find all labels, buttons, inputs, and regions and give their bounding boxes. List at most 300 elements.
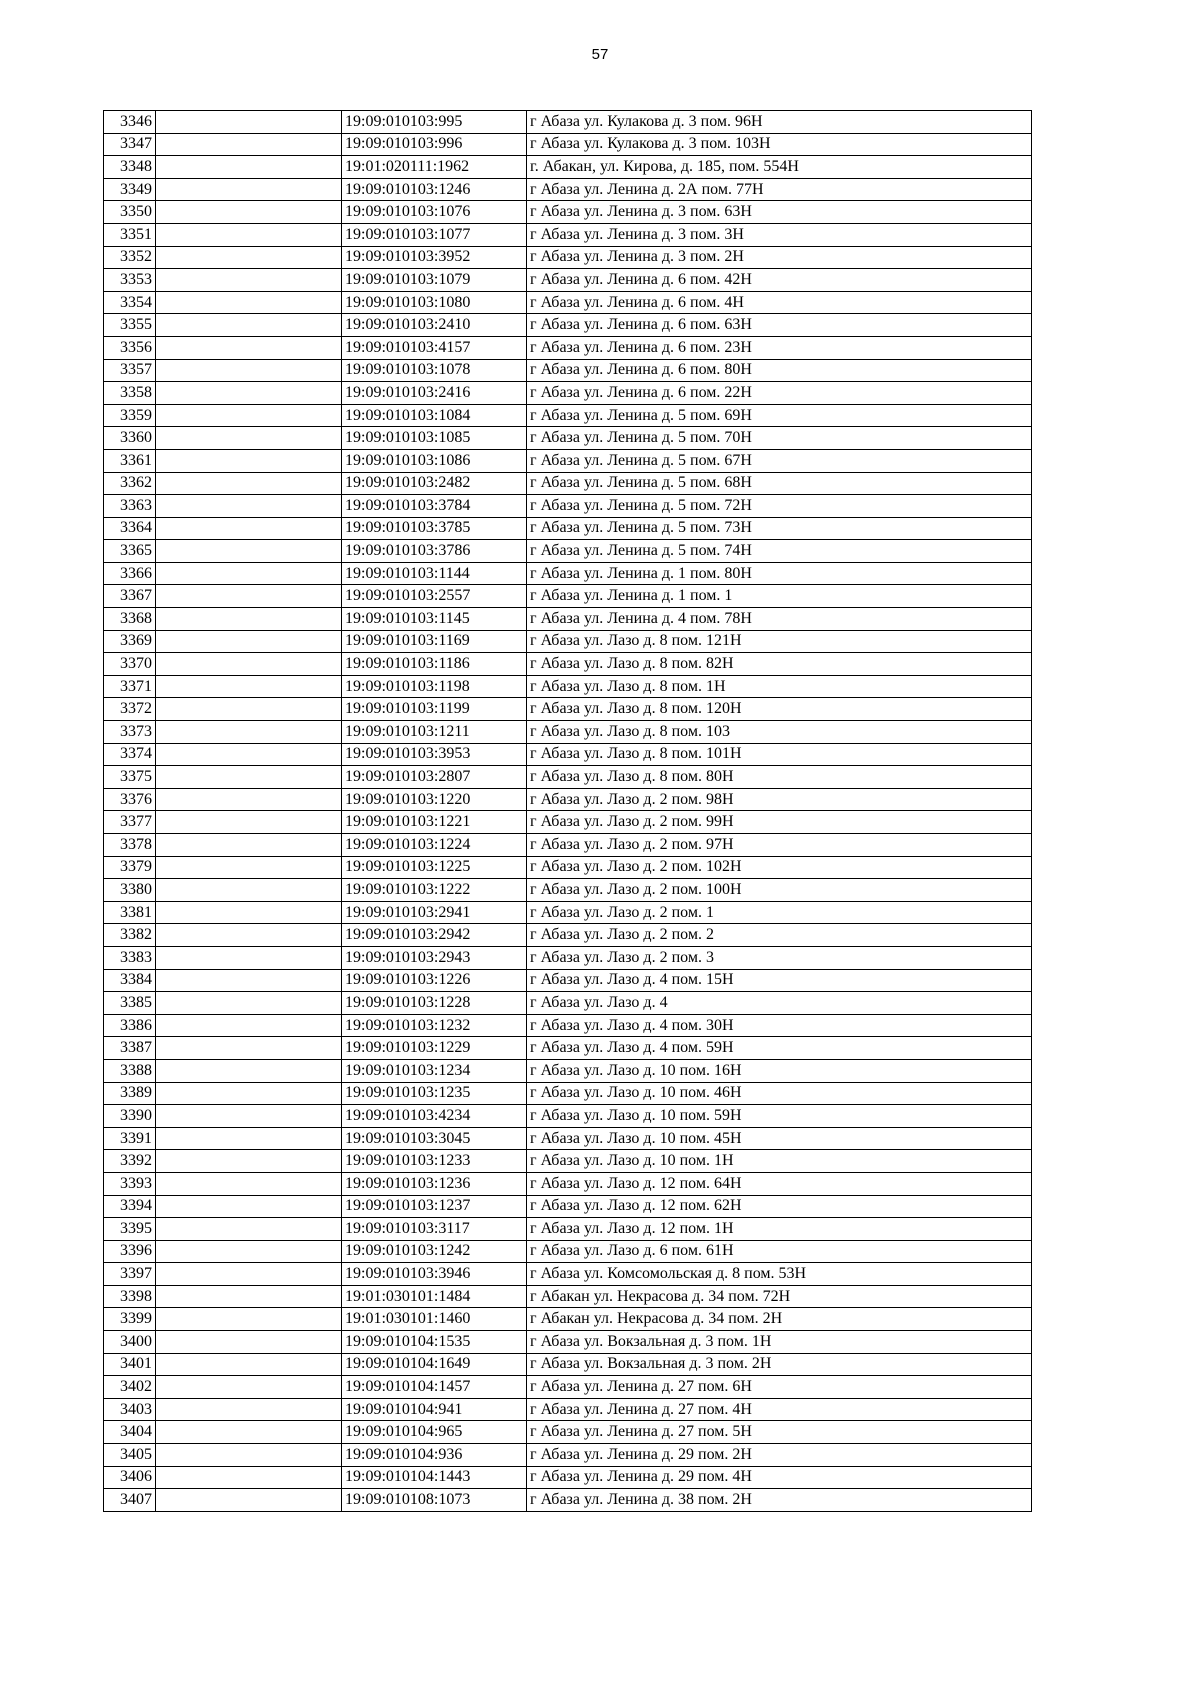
row-number-cell: 3382	[104, 924, 156, 947]
blank-cell	[156, 1421, 342, 1444]
cadastral-number-cell: 19:01:030101:1460	[342, 1308, 527, 1331]
address-cell: г Абаза ул. Ленина д. 6 пом. 23Н	[527, 336, 1032, 359]
cadastral-number-cell: 19:09:010103:1224	[342, 834, 527, 857]
address-cell: г Абаза ул. Ленина д. 5 пом. 70Н	[527, 427, 1032, 450]
address-cell: г Абаза ул. Лазо д. 8 пом. 103	[527, 721, 1032, 744]
address-cell: г Абаза ул. Ленина д. 1 пом. 1	[527, 585, 1032, 608]
table-row	[104, 1172, 1032, 1195]
row-number-cell: 3391	[104, 1127, 156, 1150]
blank-cell	[156, 156, 342, 179]
row-number-cell: 3355	[104, 314, 156, 337]
property-registry-table	[103, 110, 1032, 1512]
table-row	[104, 540, 1032, 563]
row-number-cell: 3351	[104, 223, 156, 246]
cadastral-number-cell: 19:09:010104:941	[342, 1398, 527, 1421]
row-number-cell: 3398	[104, 1285, 156, 1308]
cadastral-number-cell: 19:09:010103:1237	[342, 1195, 527, 1218]
table-row	[104, 743, 1032, 766]
blank-cell	[156, 856, 342, 879]
table-row	[104, 901, 1032, 924]
blank-cell	[156, 608, 342, 631]
blank-cell	[156, 766, 342, 789]
table-row	[104, 336, 1032, 359]
row-number-cell: 3361	[104, 449, 156, 472]
cadastral-number-cell: 19:09:010103:1236	[342, 1172, 527, 1195]
table-row	[104, 766, 1032, 789]
table-row	[104, 269, 1032, 292]
row-number-cell: 3376	[104, 788, 156, 811]
row-number-cell: 3403	[104, 1398, 156, 1421]
blank-cell	[156, 540, 342, 563]
table-row	[104, 1014, 1032, 1037]
address-cell: г Абаза ул. Лазо д. 12 пом. 64Н	[527, 1172, 1032, 1195]
row-number-cell: 3371	[104, 675, 156, 698]
table-row	[104, 630, 1032, 653]
address-cell: г Абаза ул. Ленина д. 5 пом. 68Н	[527, 472, 1032, 495]
table-row	[104, 1127, 1032, 1150]
table-row	[104, 1398, 1032, 1421]
address-cell: г Абаза ул. Лазо д. 4	[527, 992, 1032, 1015]
address-cell: г Абаза ул. Комсомольская д. 8 пом. 53Н	[527, 1263, 1032, 1286]
blank-cell	[156, 1353, 342, 1376]
cadastral-number-cell: 19:09:010103:1077	[342, 223, 527, 246]
cadastral-number-cell: 19:09:010103:2482	[342, 472, 527, 495]
row-number-cell: 3388	[104, 1059, 156, 1082]
address-cell: г Абаза ул. Лазо д. 8 пом. 121Н	[527, 630, 1032, 653]
cadastral-number-cell: 19:09:010103:1198	[342, 675, 527, 698]
cadastral-number-cell: 19:09:010103:1220	[342, 788, 527, 811]
blank-cell	[156, 382, 342, 405]
blank-cell	[156, 721, 342, 744]
cadastral-number-cell: 19:09:010103:3946	[342, 1263, 527, 1286]
blank-cell	[156, 585, 342, 608]
row-number-cell: 3395	[104, 1218, 156, 1241]
table-row	[104, 1466, 1032, 1489]
row-number-cell: 3405	[104, 1444, 156, 1467]
cadastral-number-cell: 19:09:010104:1535	[342, 1331, 527, 1354]
cadastral-number-cell: 19:09:010104:1457	[342, 1376, 527, 1399]
address-cell: г Абаза ул. Лазо д. 10 пом. 59Н	[527, 1105, 1032, 1128]
table-row	[104, 969, 1032, 992]
table-row	[104, 1150, 1032, 1173]
blank-cell	[156, 969, 342, 992]
row-number-cell: 3374	[104, 743, 156, 766]
table-row	[104, 404, 1032, 427]
address-cell: г Абаза ул. Ленина д. 5 пом. 73Н	[527, 517, 1032, 540]
cadastral-number-cell: 19:01:020111:1962	[342, 156, 527, 179]
blank-cell	[156, 788, 342, 811]
table-row	[104, 1489, 1032, 1512]
table-row	[104, 111, 1032, 134]
table-row	[104, 811, 1032, 834]
blank-cell	[156, 111, 342, 134]
row-number-cell: 3352	[104, 246, 156, 269]
address-cell: г Абаза ул. Лазо д. 4 пом. 15Н	[527, 969, 1032, 992]
address-cell: г Абаза ул. Лазо д. 8 пом. 1Н	[527, 675, 1032, 698]
cadastral-number-cell: 19:09:010103:2416	[342, 382, 527, 405]
table-row	[104, 585, 1032, 608]
row-number-cell: 3407	[104, 1489, 156, 1512]
address-cell: г Абаза ул. Ленина д. 5 пом. 69Н	[527, 404, 1032, 427]
row-number-cell: 3393	[104, 1172, 156, 1195]
cadastral-number-cell: 19:09:010103:1235	[342, 1082, 527, 1105]
cadastral-number-cell: 19:09:010103:1145	[342, 608, 527, 631]
address-cell: г Абакан ул. Некрасова д. 34 пом. 72Н	[527, 1285, 1032, 1308]
cadastral-number-cell: 19:09:010103:1079	[342, 269, 527, 292]
table-row	[104, 946, 1032, 969]
blank-cell	[156, 1014, 342, 1037]
blank-cell	[156, 201, 342, 224]
table-row	[104, 1263, 1032, 1286]
blank-cell	[156, 495, 342, 518]
address-cell: г Абаза ул. Ленина д. 29 пом. 2Н	[527, 1444, 1032, 1467]
cadastral-number-cell: 19:09:010103:1199	[342, 698, 527, 721]
cadastral-number-cell: 19:09:010103:1226	[342, 969, 527, 992]
registry-table-body	[104, 111, 1032, 1512]
address-cell: г Абаза ул. Лазо д. 2 пом. 3	[527, 946, 1032, 969]
row-number-cell: 3360	[104, 427, 156, 450]
address-cell: г Абаза ул. Лазо д. 8 пом. 120Н	[527, 698, 1032, 721]
cadastral-number-cell: 19:09:010103:1222	[342, 879, 527, 902]
table-row	[104, 1353, 1032, 1376]
blank-cell	[156, 1444, 342, 1467]
cadastral-number-cell: 19:09:010103:1233	[342, 1150, 527, 1173]
cadastral-number-cell: 19:09:010103:1232	[342, 1014, 527, 1037]
table-row	[104, 291, 1032, 314]
address-cell: г Абаза ул. Лазо д. 2 пом. 100Н	[527, 879, 1032, 902]
row-number-cell: 3353	[104, 269, 156, 292]
address-cell: г Абаза ул. Ленина д. 3 пом. 2Н	[527, 246, 1032, 269]
row-number-cell: 3389	[104, 1082, 156, 1105]
address-cell: г Абаза ул. Лазо д. 8 пом. 82Н	[527, 653, 1032, 676]
blank-cell	[156, 924, 342, 947]
blank-cell	[156, 1218, 342, 1241]
table-row	[104, 562, 1032, 585]
cadastral-number-cell: 19:09:010103:2941	[342, 901, 527, 924]
row-number-cell: 3357	[104, 359, 156, 382]
cadastral-number-cell: 19:09:010103:1076	[342, 201, 527, 224]
cadastral-number-cell: 19:09:010103:2410	[342, 314, 527, 337]
address-cell: г Абаза ул. Лазо д. 10 пом. 45Н	[527, 1127, 1032, 1150]
row-number-cell: 3370	[104, 653, 156, 676]
row-number-cell: 3386	[104, 1014, 156, 1037]
table-row	[104, 1105, 1032, 1128]
address-cell: г Абаза ул. Вокзальная д. 3 пом. 1Н	[527, 1331, 1032, 1354]
row-number-cell: 3402	[104, 1376, 156, 1399]
address-cell: г Абаза ул. Кулакова д. 3 пом. 96Н	[527, 111, 1032, 134]
cadastral-number-cell: 19:09:010104:965	[342, 1421, 527, 1444]
address-cell: г Абаза ул. Ленина д. 29 пом. 4Н	[527, 1466, 1032, 1489]
address-cell: г Абаза ул. Кулакова д. 3 пом. 103Н	[527, 133, 1032, 156]
blank-cell	[156, 223, 342, 246]
blank-cell	[156, 630, 342, 653]
table-row	[104, 178, 1032, 201]
row-number-cell: 3375	[104, 766, 156, 789]
row-number-cell: 3356	[104, 336, 156, 359]
blank-cell	[156, 449, 342, 472]
address-cell: г Абаза ул. Ленина д. 3 пом. 3Н	[527, 223, 1032, 246]
cadastral-number-cell: 19:09:010103:1221	[342, 811, 527, 834]
row-number-cell: 3397	[104, 1263, 156, 1286]
blank-cell	[156, 1127, 342, 1150]
table-row	[104, 246, 1032, 269]
blank-cell	[156, 1172, 342, 1195]
row-number-cell: 3377	[104, 811, 156, 834]
table-row	[104, 675, 1032, 698]
cadastral-number-cell: 19:09:010103:1225	[342, 856, 527, 879]
table-row	[104, 427, 1032, 450]
address-cell: г Абаза ул. Лазо д. 2 пом. 2	[527, 924, 1032, 947]
address-cell: г Абаза ул. Лазо д. 12 пом. 1Н	[527, 1218, 1032, 1241]
row-number-cell: 3364	[104, 517, 156, 540]
row-number-cell: 3378	[104, 834, 156, 857]
row-number-cell: 3354	[104, 291, 156, 314]
address-cell: г Абаза ул. Ленина д. 2А пом. 77Н	[527, 178, 1032, 201]
blank-cell	[156, 1331, 342, 1354]
blank-cell	[156, 562, 342, 585]
address-cell: г Абаза ул. Вокзальная д. 3 пом. 2Н	[527, 1353, 1032, 1376]
cadastral-number-cell: 19:09:010103:2807	[342, 766, 527, 789]
cadastral-number-cell: 19:09:010103:1228	[342, 992, 527, 1015]
blank-cell	[156, 901, 342, 924]
row-number-cell: 3362	[104, 472, 156, 495]
blank-cell	[156, 653, 342, 676]
cadastral-number-cell: 19:09:010103:2557	[342, 585, 527, 608]
table-row	[104, 1421, 1032, 1444]
cadastral-number-cell: 19:09:010104:1443	[342, 1466, 527, 1489]
address-cell: г Абаза ул. Ленина д. 4 пом. 78Н	[527, 608, 1032, 631]
table-row	[104, 382, 1032, 405]
row-number-cell: 3401	[104, 1353, 156, 1376]
cadastral-number-cell: 19:09:010103:2943	[342, 946, 527, 969]
blank-cell	[156, 1240, 342, 1263]
cadastral-number-cell: 19:09:010103:996	[342, 133, 527, 156]
address-cell: г Абаза ул. Ленина д. 6 пом. 80Н	[527, 359, 1032, 382]
table-row	[104, 924, 1032, 947]
blank-cell	[156, 1059, 342, 1082]
cadastral-number-cell: 19:09:010103:1144	[342, 562, 527, 585]
address-cell: г Абаза ул. Лазо д. 2 пом. 102Н	[527, 856, 1032, 879]
table-row	[104, 608, 1032, 631]
row-number-cell: 3368	[104, 608, 156, 631]
cadastral-number-cell: 19:09:010103:3786	[342, 540, 527, 563]
page-number: 57	[591, 46, 609, 63]
table-row	[104, 698, 1032, 721]
address-cell: г Абаза ул. Ленина д. 27 пом. 4Н	[527, 1398, 1032, 1421]
address-cell: г Абаза ул. Ленина д. 5 пом. 72Н	[527, 495, 1032, 518]
table-row	[104, 1195, 1032, 1218]
cadastral-number-cell: 19:09:010103:3117	[342, 1218, 527, 1241]
row-number-cell: 3384	[104, 969, 156, 992]
cadastral-number-cell: 19:09:010104:936	[342, 1444, 527, 1467]
address-cell: г Абаза ул. Лазо д. 2 пом. 1	[527, 901, 1032, 924]
blank-cell	[156, 472, 342, 495]
blank-cell	[156, 1376, 342, 1399]
blank-cell	[156, 427, 342, 450]
address-cell: г Абаза ул. Лазо д. 10 пом. 1Н	[527, 1150, 1032, 1173]
blank-cell	[156, 1466, 342, 1489]
cadastral-number-cell: 19:09:010103:1229	[342, 1037, 527, 1060]
address-cell: г Абаза ул. Ленина д. 5 пом. 74Н	[527, 540, 1032, 563]
row-number-cell: 3394	[104, 1195, 156, 1218]
blank-cell	[156, 675, 342, 698]
row-number-cell: 3396	[104, 1240, 156, 1263]
row-number-cell: 3392	[104, 1150, 156, 1173]
table-row	[104, 156, 1032, 179]
row-number-cell: 3350	[104, 201, 156, 224]
address-cell: г Абаза ул. Лазо д. 10 пом. 16Н	[527, 1059, 1032, 1082]
table-row	[104, 992, 1032, 1015]
row-number-cell: 3358	[104, 382, 156, 405]
address-cell: г Абаза ул. Ленина д. 27 пом. 6Н	[527, 1376, 1032, 1399]
blank-cell	[156, 879, 342, 902]
table-row	[104, 788, 1032, 811]
table-row	[104, 1331, 1032, 1354]
blank-cell	[156, 359, 342, 382]
cadastral-number-cell: 19:09:010103:1169	[342, 630, 527, 653]
row-number-cell: 3399	[104, 1308, 156, 1331]
table-row	[104, 879, 1032, 902]
blank-cell	[156, 336, 342, 359]
blank-cell	[156, 946, 342, 969]
cadastral-number-cell: 19:09:010103:1242	[342, 1240, 527, 1263]
row-number-cell: 3400	[104, 1331, 156, 1354]
blank-cell	[156, 834, 342, 857]
table-row	[104, 517, 1032, 540]
cadastral-number-cell: 19:09:010108:1073	[342, 1489, 527, 1512]
blank-cell	[156, 1308, 342, 1331]
address-cell: г Абакан ул. Некрасова д. 34 пом. 2Н	[527, 1308, 1032, 1331]
address-cell: г Абаза ул. Лазо д. 2 пом. 97Н	[527, 834, 1032, 857]
row-number-cell: 3390	[104, 1105, 156, 1128]
address-cell: г Абаза ул. Лазо д. 8 пом. 80Н	[527, 766, 1032, 789]
cadastral-number-cell: 19:09:010103:4234	[342, 1105, 527, 1128]
address-cell: г Абаза ул. Лазо д. 2 пом. 98Н	[527, 788, 1032, 811]
cadastral-number-cell: 19:09:010103:3953	[342, 743, 527, 766]
address-cell: г Абаза ул. Ленина д. 6 пом. 4Н	[527, 291, 1032, 314]
address-cell: г Абаза ул. Лазо д. 4 пом. 30Н	[527, 1014, 1032, 1037]
address-cell: г Абаза ул. Лазо д. 4 пом. 59Н	[527, 1037, 1032, 1060]
table-row	[104, 1285, 1032, 1308]
address-cell: г Абаза ул. Лазо д. 12 пом. 62Н	[527, 1195, 1032, 1218]
row-number-cell: 3367	[104, 585, 156, 608]
table-row	[104, 1308, 1032, 1331]
blank-cell	[156, 1285, 342, 1308]
table-row	[104, 133, 1032, 156]
address-cell: г Абаза ул. Ленина д. 6 пом. 22Н	[527, 382, 1032, 405]
address-cell: г Абаза ул. Лазо д. 2 пом. 99Н	[527, 811, 1032, 834]
table-row	[104, 359, 1032, 382]
blank-cell	[156, 178, 342, 201]
blank-cell	[156, 1195, 342, 1218]
blank-cell	[156, 1263, 342, 1286]
cadastral-number-cell: 19:09:010103:995	[342, 111, 527, 134]
row-number-cell: 3369	[104, 630, 156, 653]
row-number-cell: 3406	[104, 1466, 156, 1489]
row-number-cell: 3346	[104, 111, 156, 134]
table-row	[104, 1059, 1032, 1082]
cadastral-number-cell: 19:09:010103:1246	[342, 178, 527, 201]
cadastral-number-cell: 19:09:010103:3784	[342, 495, 527, 518]
cadastral-number-cell: 19:09:010103:4157	[342, 336, 527, 359]
row-number-cell: 3373	[104, 721, 156, 744]
table-row	[104, 449, 1032, 472]
table-row	[104, 834, 1032, 857]
blank-cell	[156, 1150, 342, 1173]
cadastral-number-cell: 19:09:010103:3785	[342, 517, 527, 540]
cadastral-number-cell: 19:09:010104:1649	[342, 1353, 527, 1376]
table-row	[104, 721, 1032, 744]
blank-cell	[156, 1489, 342, 1512]
table-row	[104, 856, 1032, 879]
cadastral-number-cell: 19:09:010103:1186	[342, 653, 527, 676]
row-number-cell: 3349	[104, 178, 156, 201]
table-row	[104, 495, 1032, 518]
address-cell: г. Абакан, ул. Кирова, д. 185, пом. 554Н	[527, 156, 1032, 179]
cadastral-number-cell: 19:09:010103:3045	[342, 1127, 527, 1150]
blank-cell	[156, 1082, 342, 1105]
table-row	[104, 1218, 1032, 1241]
row-number-cell: 3347	[104, 133, 156, 156]
row-number-cell: 3380	[104, 879, 156, 902]
blank-cell	[156, 291, 342, 314]
address-cell: г Абаза ул. Ленина д. 38 пом. 2Н	[527, 1489, 1032, 1512]
address-cell: г Абаза ул. Лазо д. 8 пом. 101Н	[527, 743, 1032, 766]
address-cell: г Абаза ул. Ленина д. 27 пом. 5Н	[527, 1421, 1032, 1444]
blank-cell	[156, 517, 342, 540]
cadastral-number-cell: 19:09:010103:1211	[342, 721, 527, 744]
row-number-cell: 3359	[104, 404, 156, 427]
address-cell: г Абаза ул. Ленина д. 5 пом. 67Н	[527, 449, 1032, 472]
address-cell: г Абаза ул. Ленина д. 1 пом. 80Н	[527, 562, 1032, 585]
cadastral-number-cell: 19:09:010103:1086	[342, 449, 527, 472]
table-row	[104, 1037, 1032, 1060]
blank-cell	[156, 269, 342, 292]
blank-cell	[156, 992, 342, 1015]
row-number-cell: 3379	[104, 856, 156, 879]
table-row	[104, 1082, 1032, 1105]
cadastral-number-cell: 19:09:010103:2942	[342, 924, 527, 947]
cadastral-number-cell: 19:09:010103:3952	[342, 246, 527, 269]
table-row	[104, 1376, 1032, 1399]
row-number-cell: 3381	[104, 901, 156, 924]
cadastral-number-cell: 19:09:010103:1234	[342, 1059, 527, 1082]
row-number-cell: 3387	[104, 1037, 156, 1060]
blank-cell	[156, 404, 342, 427]
row-number-cell: 3365	[104, 540, 156, 563]
row-number-cell: 3385	[104, 992, 156, 1015]
blank-cell	[156, 246, 342, 269]
row-number-cell: 3363	[104, 495, 156, 518]
row-number-cell: 3404	[104, 1421, 156, 1444]
table-row	[104, 1240, 1032, 1263]
row-number-cell: 3372	[104, 698, 156, 721]
cadastral-number-cell: 19:09:010103:1080	[342, 291, 527, 314]
blank-cell	[156, 743, 342, 766]
table-row	[104, 314, 1032, 337]
address-cell: г Абаза ул. Ленина д. 6 пом. 42Н	[527, 269, 1032, 292]
table-row	[104, 201, 1032, 224]
cadastral-number-cell: 19:01:030101:1484	[342, 1285, 527, 1308]
address-cell: г Абаза ул. Ленина д. 6 пом. 63Н	[527, 314, 1032, 337]
cadastral-number-cell: 19:09:010103:1078	[342, 359, 527, 382]
blank-cell	[156, 133, 342, 156]
address-cell: г Абаза ул. Ленина д. 3 пом. 63Н	[527, 201, 1032, 224]
blank-cell	[156, 811, 342, 834]
address-cell: г Абаза ул. Лазо д. 10 пом. 46Н	[527, 1082, 1032, 1105]
row-number-cell: 3366	[104, 562, 156, 585]
blank-cell	[156, 1105, 342, 1128]
